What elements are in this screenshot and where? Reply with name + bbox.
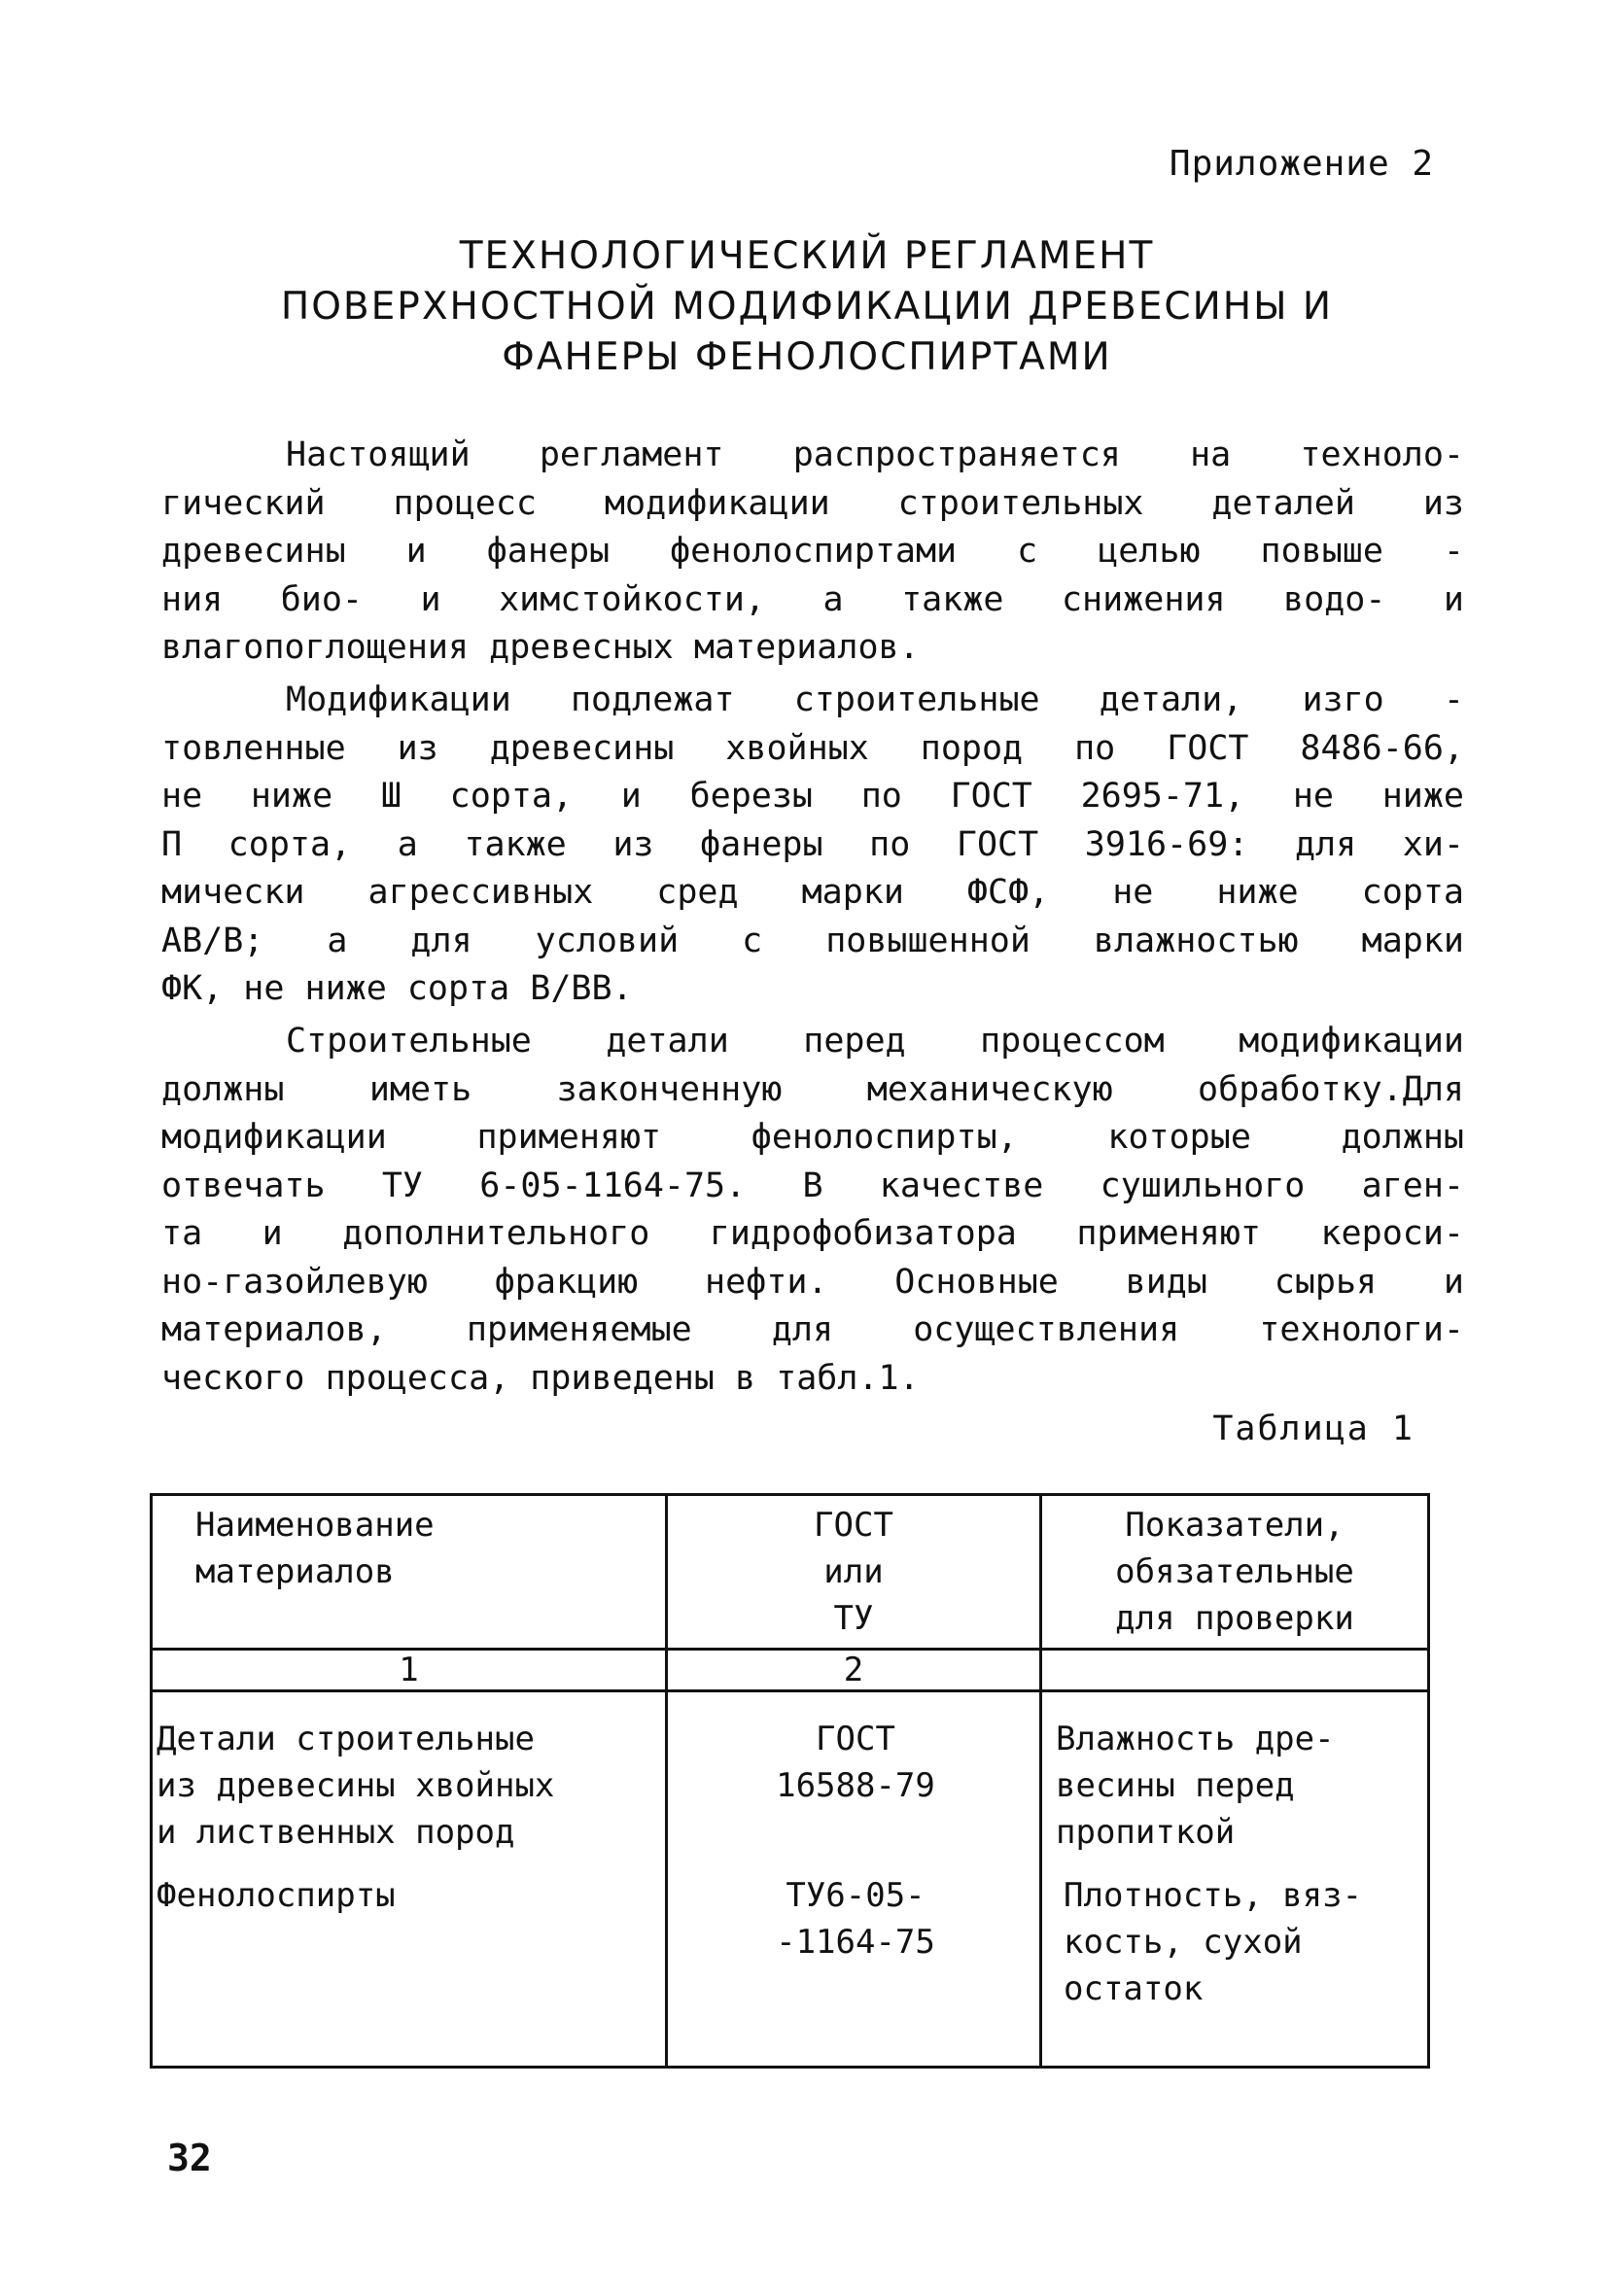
text-line: Модификации подлежат строительные детали, изго - bbox=[286, 680, 1464, 719]
cell-line: Фенолоспирты bbox=[157, 1875, 396, 1915]
cell-line: кость, сухой bbox=[1064, 1922, 1303, 1962]
cell-line: Детали строительные bbox=[157, 1720, 535, 1758]
text-line: но-газойлевую фракцию нефти. Основные виды сырья и bbox=[161, 1262, 1464, 1302]
text-line: ния био- и химстойкости, а также снижения водо- и bbox=[161, 579, 1464, 619]
cell-gost bbox=[667, 1866, 1041, 2068]
text-line: гический процесс модификации строительных деталей из bbox=[161, 483, 1464, 523]
text-line: материалов, применяемые для осуществления технологи- bbox=[161, 1310, 1464, 1349]
column-number: 1 bbox=[152, 1650, 667, 1691]
cell-name bbox=[152, 1691, 667, 1866]
header-line: материалов bbox=[195, 1552, 395, 1591]
text-line: древесины и фанеры фенолоспиртами с целью повыше - bbox=[161, 532, 1464, 571]
header-line: Наименование bbox=[195, 1506, 435, 1545]
cell-indicators bbox=[1041, 1691, 1429, 1866]
header-indicators bbox=[1041, 1495, 1429, 1650]
text-line: ФК, не ниже сорта В/ВВ. bbox=[161, 969, 633, 1008]
table-header-row bbox=[152, 1495, 1429, 1650]
text-line: Строительные детали перед процессом модификации bbox=[286, 1022, 1464, 1061]
cell-line: ТУ6-05- bbox=[786, 1875, 926, 1915]
paragraph-1 bbox=[161, 432, 1464, 673]
header-name bbox=[152, 1495, 667, 1650]
title-line: ТЕХНОЛОГИЧЕСКИЙ РЕГЛАМЕНТ bbox=[459, 234, 1155, 278]
text-line: товленные из древесины хвойных пород по ГОСТ 8486-66, bbox=[161, 728, 1464, 768]
title-line: ФАНЕРЫ ФЕНОЛОСПИРТАМИ bbox=[502, 335, 1112, 379]
column-number bbox=[1041, 1650, 1429, 1691]
cell-name bbox=[152, 1866, 667, 2068]
text-line: отвечать ТУ 6-05-1164-75. В качестве сушильного аген- bbox=[161, 1165, 1464, 1205]
text-line: модификации применяют фенолоспирты, которые должны bbox=[161, 1118, 1464, 1157]
header-line: или bbox=[823, 1552, 884, 1591]
cell-line: Влажность дре- bbox=[1056, 1720, 1335, 1758]
cell-line: весины перед bbox=[1056, 1766, 1295, 1805]
text-line: мически агрессивных сред марки ФСФ, не ниже сорта bbox=[161, 873, 1464, 912]
materials-table bbox=[150, 1493, 1430, 2069]
cell-line: 16588-79 bbox=[776, 1766, 935, 1805]
header-gost bbox=[667, 1495, 1041, 1650]
header-line: обязательные bbox=[1115, 1552, 1354, 1591]
header-line: ТУ bbox=[833, 1599, 874, 1638]
paragraph-2 bbox=[161, 677, 1464, 1014]
text-line: ческого процесса, приведены в табл.1. bbox=[161, 1358, 920, 1398]
cell-line: и лиственных пород bbox=[157, 1813, 515, 1852]
cell-line: пропиткой bbox=[1056, 1813, 1236, 1852]
text-line: влагопоглощения древесных материалов. bbox=[161, 628, 920, 667]
column-number: 2 bbox=[667, 1650, 1041, 1691]
page-number: 32 bbox=[167, 2137, 212, 2179]
table-row bbox=[152, 1866, 1429, 2068]
text-line: П сорта, а также из фанеры по ГОСТ 3916-69: для хи- bbox=[161, 824, 1464, 864]
header-line: для проверки bbox=[1115, 1599, 1354, 1638]
appendix-label: Приложение 2 bbox=[1169, 144, 1434, 184]
cell-line: остаток bbox=[1064, 1968, 1204, 2008]
text-line: Настоящий регламент распространяется на техноло- bbox=[286, 435, 1464, 474]
document-title bbox=[175, 231, 1439, 383]
cell-indicators bbox=[1041, 1866, 1429, 2068]
cell-gost bbox=[667, 1691, 1041, 1866]
cell-line: ГОСТ bbox=[816, 1720, 895, 1758]
cell-line: Плотность, вяз- bbox=[1064, 1875, 1363, 1915]
title-line: ПОВЕРХНОСТНОЙ МОДИФИКАЦИИ ДРЕВЕСИНЫ И bbox=[280, 285, 1334, 329]
header-line: ГОСТ bbox=[814, 1506, 893, 1545]
text-line: должны иметь законченную механическую обработку.Для bbox=[161, 1069, 1464, 1109]
text-line: АВ/В; а для условий с повышенной влажностью марки bbox=[161, 921, 1464, 960]
text-line: не ниже Ш сорта, и березы по ГОСТ 2695-71, не ниже bbox=[161, 777, 1464, 816]
table-row bbox=[152, 1691, 1429, 1866]
text-line: та и дополнительного гидрофобизатора применяют кероси- bbox=[161, 1214, 1464, 1253]
paragraph-3 bbox=[161, 1018, 1464, 1403]
cell-line: -1164-75 bbox=[776, 1922, 935, 1962]
table-number-row bbox=[152, 1650, 1429, 1691]
table-caption: Таблица 1 bbox=[1212, 1409, 1415, 1448]
cell-line: из древесины хвойных bbox=[157, 1766, 555, 1805]
header-line: Показатели, bbox=[1125, 1506, 1345, 1545]
